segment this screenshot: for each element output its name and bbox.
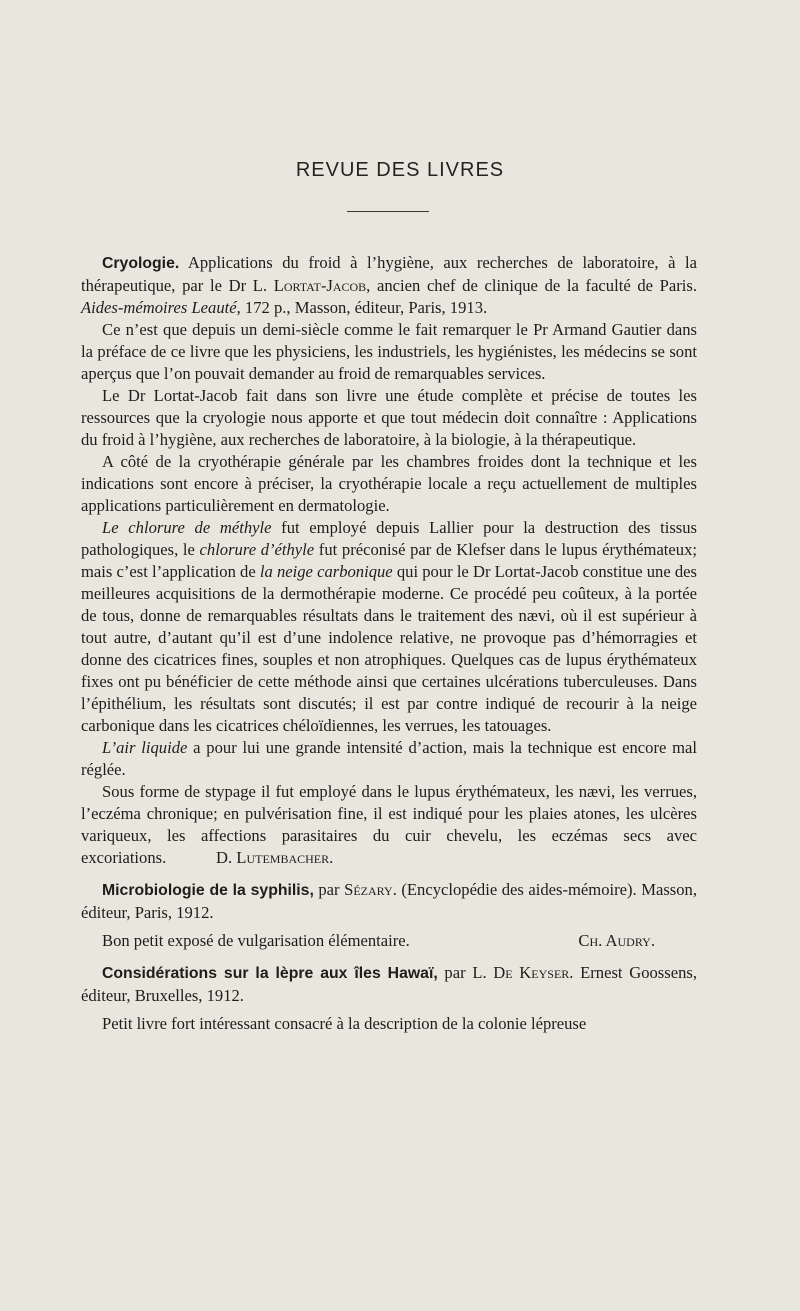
review-heading: Considérations sur la lèpre aux îles Hawaï, [102, 965, 438, 982]
series-title: Aides-mémoires Leauté, [81, 298, 241, 317]
review-paragraph-signed: Bon petit exposé de vulgarisation élémentaire. Ch. Audry. [81, 930, 697, 952]
author-name: Lortat-Jacob [273, 276, 367, 295]
review-paragraph-signed: Sous forme de stypage il fut employé dans le lupus érythémateux, les nævi, les verrues, l’eczéma chronique; en pulvérisation fine, il est indiqué pour les plaies atones, les ulcères variqueux, les affections parasitaires du cuir chevelu, les eczémas secs avec excoriations. D. Lutembacher. [81, 782, 697, 867]
title-divider [347, 211, 429, 212]
reviewer-signature: Ch. Audry. [578, 931, 655, 950]
review-paragraph: A côté de la cryothérapie générale par les chambres froides dont la technique et les indications sont encore à préciser, la cryothérapie locale a reçu actuellement de multiples applications particulièrement en dermatologie. [81, 452, 697, 515]
review-lepre-intro: Considérations sur la lèpre aux îles Hawaï, par L. De Keyser. Ernest Goossens, éditeur, Bruxelles, 1912. [81, 963, 697, 1005]
review-heading: Cryologie. [102, 255, 180, 272]
review-paragraph: L’air liquide a pour lui une grande intensité d’action, mais la technique est encore mal réglée. [81, 738, 697, 779]
page-title: REVUE DES LIVRES [295, 159, 505, 181]
review-cryologie-intro: Cryologie. Applications du froid à l’hygiène, aux recherches de laboratoire, à la thérapeutique, par le Dr L. Lortat-Jacob, ancien chef de clinique de la faculté de Paris. Aides-mémoires Leauté, 172 p., Masson, éditeur, Paris, 1913. [81, 253, 697, 317]
reviews-body [81, 252, 697, 1035]
review-syphilis-intro: Microbiologie de la syphilis, par Sézary. (Encyclopédie des aides-mémoire). Masson, éditeur, Paris, 1912. [81, 880, 697, 922]
author-name: De Keyser [493, 963, 570, 982]
reviewer-signature: D. Lutembacher. [216, 848, 334, 867]
review-paragraph: Le chlorure de méthyle fut employé depuis Lallier pour la destruction des tissus pathologiques, le chlorure d’éthyle fut préconisé par de Klefser dans le lupus érythémateux; mais c’est l’application de la neige carbonique qui pour le Dr Lortat-Jacob constitue une des meilleures acquisitions de la dermothérapie moderne. Ce procédé peu coûteux, à la portée de tous, donne de remarquables résultats dans le traitement des nævi, où il est supérieur à tout autre, d’autant qu’il est d’une indolence relative, ne provoque pas d’hémorragies et donne des cicatrices fines, souples et non atrophiques. Quelques cas de lupus érythémateux fixes ont pu bénéficier de cette méthode ainsi que certaines ulcérations tuberculeuses. Dans l’épithélium, les résultats sont discutés; il est par contre indiqué de recourir à la neige carbonique dans les cicatrices chéloïdiennes, les verrues, les tatouages. [81, 518, 698, 735]
review-paragraph: Ce n’est que depuis un demi-siècle comme le fait remarquer le Pr Armand Gautier dans la préface de ce livre que les physiciens, les industriels, les hygiénistes, les médecins se sont aperçus que l’on pouvait demander au froid de remarquables services. [81, 320, 697, 383]
review-paragraph: Petit livre fort intéressant consacré à la description de la colonie lépreuse [102, 1014, 587, 1033]
review-heading: Microbiologie de la syphilis, [102, 882, 314, 899]
review-paragraph: Le Dr Lortat-Jacob fait dans son livre une étude complète et précise de toutes les ressources que la cryologie nous apporte et que tout médecin doit connaître : Applications du froid à l’hygiène, aux recherches de laboratoire, à la biologie, à la thérapeutique. [81, 386, 697, 449]
author-name: Sézary [344, 880, 393, 899]
